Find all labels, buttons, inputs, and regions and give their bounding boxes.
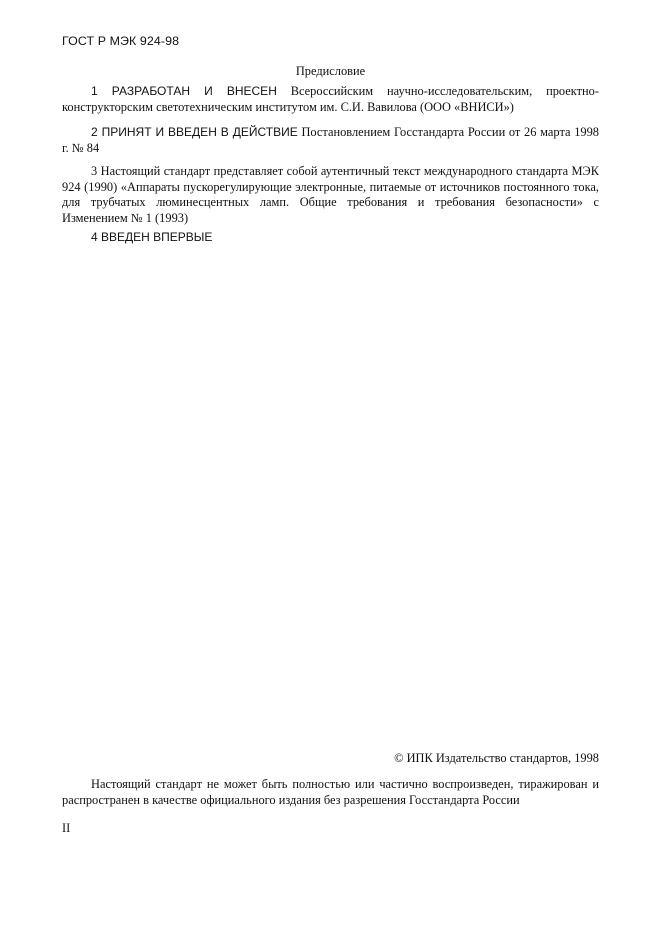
foreword-item-2 [62, 125, 599, 156]
foreword-item-4 [62, 230, 599, 246]
foreword-item-1 [62, 84, 599, 115]
document-code: ГОСТ Р МЭК 924-98 [62, 34, 180, 48]
copyright-line: © ИПК Издательство стандартов, 1998 [394, 751, 599, 765]
foreword-item-3-text: 3 Настоящий стандарт представляет собой аутентичный текст международного стандарта МЭК 924 (1990) «Аппараты пускорегулирующие электронные, питаемые от источников постоянного тока, для трубчатых люминесцентных ламп. Общие требования и требования безопасности» с Изменением № 1 (1993) [62, 164, 599, 225]
foreword-item-2-text: Постановлением Госстандарта России от 26 марта 1998 г. № 84 [62, 125, 599, 155]
foreword-item-4-lead: 4 ВВЕДЕН ВПЕРВЫЕ [91, 230, 213, 244]
foreword-item-3 [62, 164, 599, 226]
page-number: II [62, 821, 71, 835]
foreword-title: Предисловие [295, 64, 366, 78]
foreword-item-1-lead: 1 РАЗРАБОТАН И ВНЕСЕН [91, 84, 277, 98]
reproduction-notice: Настоящий стандарт не может быть полностью или частично воспроизведен, тиражирован и распространен в качестве официального издания без разрешения Госстандарта России [62, 777, 599, 807]
foreword-item-2-lead: 2 ПРИНЯТ И ВВЕДЕН В ДЕЙСТВИЕ [91, 125, 298, 139]
foreword-item-1-text: Всероссийским научно-исследовательским, проектно-конструкторским светотехническим институтом им. С.И. Вавилова (ООО «ВНИСИ») [62, 84, 599, 114]
